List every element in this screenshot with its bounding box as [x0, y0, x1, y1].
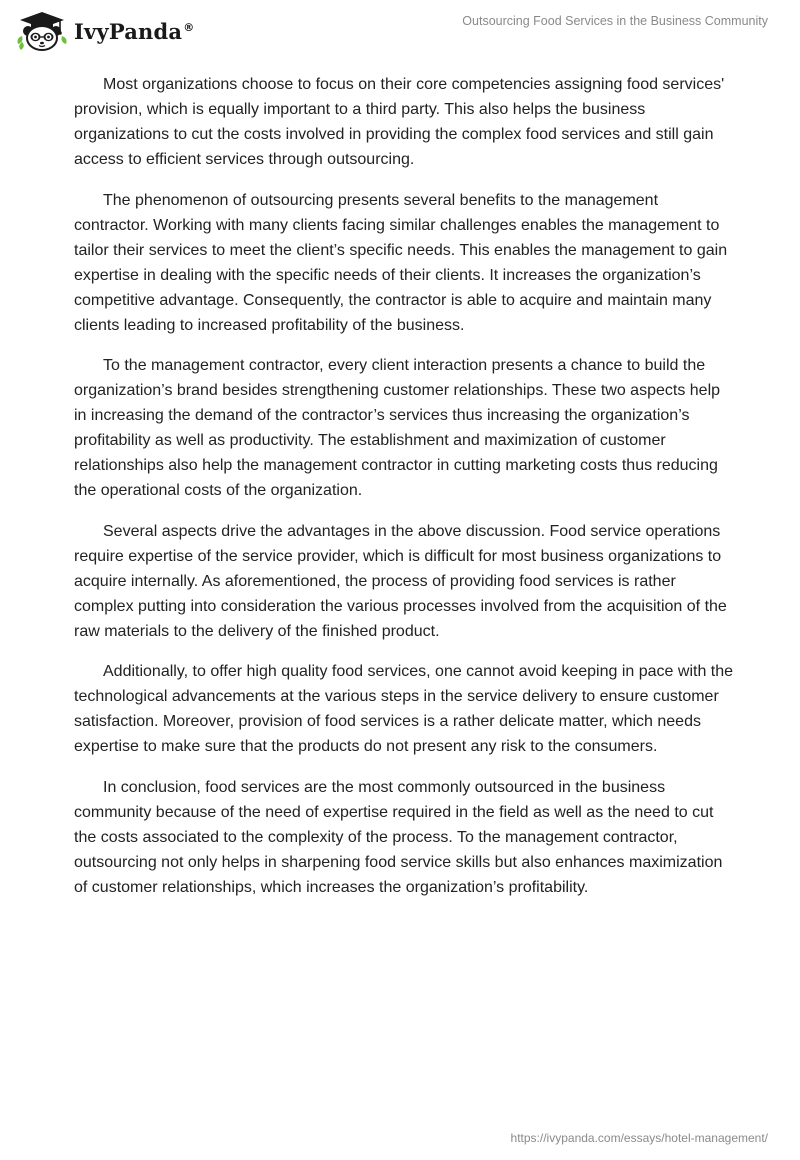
essay-body [74, 72, 734, 915]
source-url-link[interactable]: https://ivypanda.com/essays/hotel-management/ [510, 1131, 768, 1145]
paragraph: Most organizations choose to focus on their core competencies assigning food services' provision, which is equally important to a third party. This also helps the business organizations to cut the costs involved in providing the complex food services and still gain access to efficient services through outsourcing. [74, 76, 725, 168]
paragraph: The phenomenon of outsourcing presents several benefits to the management contractor. Working with many clients facing similar challenges enables the management to tailor their services to meet the client’s specific needs. This enables the management to gain expertise in dealing with the specific needs of their clients. It increases the organization’s competitive advantage. Consequently, the contractor is able to acquire and maintain many clients leading to increased profitability of the business. [74, 191, 728, 334]
registered-mark: ® [183, 20, 195, 34]
ivypanda-logo[interactable] [14, 10, 194, 52]
document-title: Outsourcing Food Services in the Business Community [462, 14, 768, 28]
paragraph: In conclusion, food services are the most commonly outsourced in the business community because of the need of expertise required in the field as well as the need to cut the costs associated to the complexity of the process. To the management contractor, outsourcing not only helps in sharpening food service skills but also enhances maximization of customer relationships, which increases the organization’s profitability. [74, 778, 723, 896]
brand-name: IvyPanda® [74, 18, 195, 44]
page-header [0, 0, 800, 60]
panda-graduate-logo-icon [14, 10, 70, 52]
paragraph: To the management contractor, every client interaction presents a chance to build the organization’s brand besides strengthening customer relationships. These two aspects help in increasing the demand of the contractor’s services thus increasing the organization’s profitability as well as productivity. The establishment and maximization of customer relationships also help the management contractor in cutting marketing costs thus reducing the operational costs of the organization. [74, 357, 721, 499]
paragraph: Additionally, to offer high quality food services, one cannot avoid keeping in pace with the technological advancements at the various steps in the service delivery to ensure customer satisfaction. Moreover, provision of food services is a rather delicate matter, which needs expertise to make sure that the products do not present any risk to the consumers. [74, 663, 734, 755]
paragraph: Several aspects drive the advantages in the above discussion. Food service operations require expertise of the service provider, which is difficult for most business organizations to acquire internally. As aforementioned, the process of providing food services is rather complex putting into consideration the various processes involved from the acquisition of the raw materials to the delivery of the finished product. [74, 522, 727, 640]
